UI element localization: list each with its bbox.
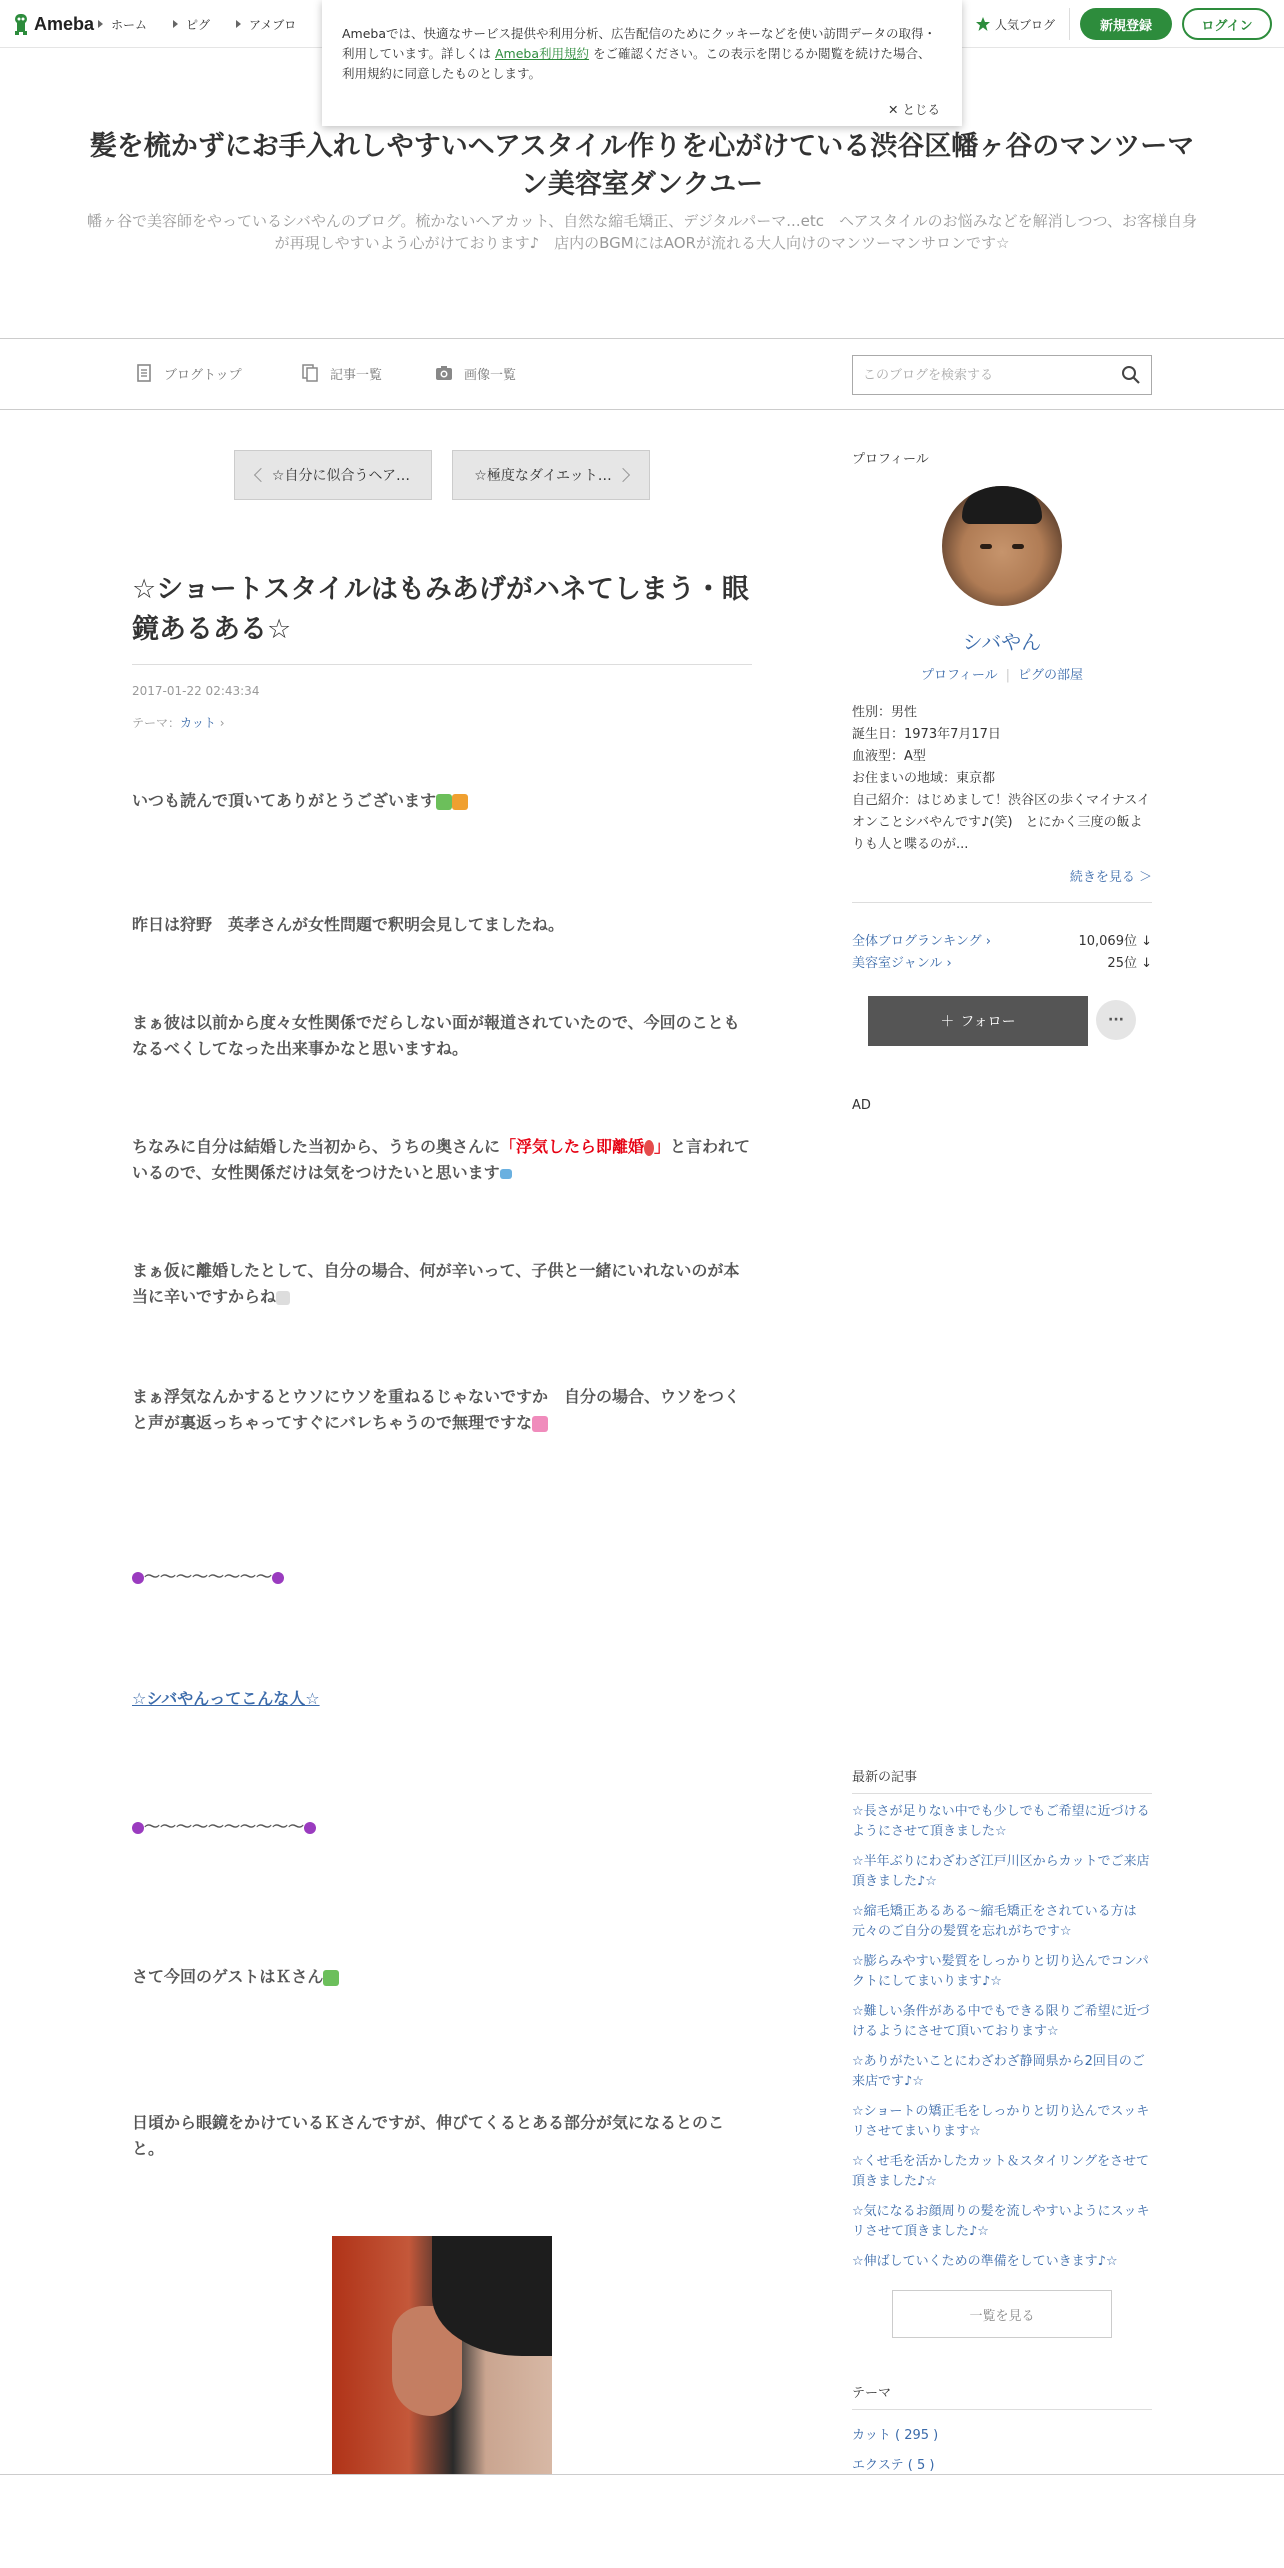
profile-heading: プロフィール bbox=[852, 452, 929, 467]
entry-photo[interactable] bbox=[332, 2236, 552, 2476]
note-emoji-icon bbox=[132, 1822, 144, 1834]
recent-entry-link[interactable]: ☆難しい条件がある中でもできる限りご希望に近づけるようにさせて頂いております☆ bbox=[852, 2004, 1150, 2039]
heart-emoji-icon bbox=[532, 1416, 548, 1432]
divider: | bbox=[1005, 668, 1011, 683]
profile-blood-type: 血液型：A型 bbox=[852, 749, 926, 764]
recent-entry-link[interactable]: ☆膨らみやすい髪質をしっかりと切り込んでコンパクトにしてまいります♪☆ bbox=[852, 1954, 1149, 1989]
exclamation-emoji-icon bbox=[644, 1140, 654, 1156]
theme-link-extension[interactable]: エクステ ( 5 ) bbox=[852, 2458, 935, 2473]
red-emphasis-text: 「浮気したら即離婚 bbox=[500, 1137, 645, 1156]
follow-label: フォロー bbox=[960, 1014, 1016, 1030]
nav-pigg[interactable] bbox=[173, 16, 210, 33]
nav-ameblo[interactable] bbox=[236, 16, 296, 33]
recent-entry-link[interactable]: ☆長さが足りない中でも少しでもご希望に近づけるようにさせて頂きました☆ bbox=[852, 1804, 1150, 1839]
chevron-left-icon bbox=[254, 468, 268, 482]
recent-heading: 最新の記事 bbox=[852, 1766, 1152, 1794]
theme-heading: テーマ bbox=[852, 2382, 1152, 2410]
recent-entry-link[interactable]: ☆半年ぶりにわざわざ江戸川区からカットでご来店頂きました♪☆ bbox=[852, 1854, 1150, 1889]
paragraph bbox=[132, 1134, 752, 1186]
paragraph-text: まぁ浮気なんかするとウソにウソを重ねるじゃないですか 自分の場合、ウソをつくと声が裏返っちゃってすぐにバレちゃうので無理ですな bbox=[132, 1387, 741, 1432]
profile-intro: 自己紹介：はじめまして！渋谷区の歩くマイナスイオンことシバやんです♪(笑) とにかく三度の飯よりも人と喋るのが... bbox=[852, 793, 1150, 852]
prev-entry-button[interactable] bbox=[234, 450, 432, 500]
avatar[interactable] bbox=[942, 486, 1062, 606]
divider bbox=[852, 902, 1152, 903]
cookie-text bbox=[342, 24, 942, 84]
recent-entry-link[interactable]: ☆縮毛矯正あるある〜縮毛矯正をされている方は元々のご自分の髪質を忘れがちです☆ bbox=[852, 1904, 1137, 1939]
chevron-right-icon bbox=[616, 468, 630, 482]
sweat-emoji-icon bbox=[500, 1169, 512, 1179]
ameba-mascot-icon bbox=[12, 12, 30, 36]
triangle-icon bbox=[98, 20, 103, 28]
paragraph-text: まぁ仮に離婚したとして、自分の場合、何が辛いって、子供と一緒にいれないのが本当に辛いですからね bbox=[132, 1261, 740, 1306]
genre-ranking-link[interactable]: 美容室ジャンル › bbox=[852, 956, 952, 971]
theme-link[interactable]: カット bbox=[180, 716, 216, 730]
blog-search-input[interactable] bbox=[863, 368, 1121, 383]
genre-ranking bbox=[852, 952, 1152, 971]
sparkle-emoji-icon bbox=[323, 1970, 339, 1986]
close-label: とじる bbox=[902, 102, 940, 117]
crying-emoji-icon bbox=[276, 1291, 290, 1305]
follow-button[interactable] bbox=[868, 996, 1088, 1046]
avatar-eye bbox=[1012, 544, 1024, 549]
entry-list-link[interactable] bbox=[300, 363, 382, 383]
cookie-banner bbox=[322, 0, 962, 126]
profile-link[interactable]: プロフィール bbox=[920, 668, 998, 683]
decoration-line bbox=[132, 1564, 752, 1590]
recent-entry-link[interactable]: ☆ありがたいことにわざわざ静岡県から2回目のご来店です♪☆ bbox=[852, 2054, 1145, 2089]
copy-icon bbox=[300, 363, 320, 383]
ranking-label: 全体ブログランキング bbox=[852, 934, 982, 949]
popular-label: 人気ブログ bbox=[994, 17, 1055, 32]
global-nav bbox=[98, 0, 296, 48]
blog-nav bbox=[0, 338, 1284, 410]
paragraph: 日頃から眼鏡をかけているＫさんですが、伸びてくるとある部分が気になるとのこと。 bbox=[132, 2113, 725, 2158]
decoration-text: ～～～～～～～～ bbox=[144, 1567, 273, 1586]
login-button[interactable]: ログイン bbox=[1182, 8, 1272, 40]
logo-text: Ameba bbox=[34, 13, 95, 34]
close-icon: ✕ bbox=[888, 101, 899, 117]
face-emoji-icon bbox=[452, 794, 468, 810]
profile-links bbox=[852, 664, 1152, 683]
profile-birthday: 誕生日：1973年7月17日 bbox=[852, 727, 1001, 742]
plus-icon: ＋ bbox=[940, 1014, 955, 1030]
crown-icon bbox=[975, 16, 991, 32]
paragraph bbox=[132, 1964, 752, 1990]
blog-description: 幡ヶ谷で美容師をやっているシバやんのブログ。梳かないヘアカット、自然な縮毛矯正、デジタルパーマ...etc ヘアスタイルのお悩みなどを解消しつつ、お客様自身が再現しやすいよう心がけております♪ 店内のBGMにはAORが流れる大人向けのマンツーマンサロンです☆ bbox=[86, 212, 1198, 252]
theme-label: テーマ： bbox=[132, 716, 181, 730]
cookie-text-after: をご確認ください。この表示を閉じるか閲覧を続けた場合、利用規約に同意したものとします。 bbox=[342, 46, 931, 81]
paragraph: 昨日は狩野 英孝さんが女性問題で釈明会見してましたね。 bbox=[132, 915, 565, 934]
image-list-link[interactable] bbox=[434, 363, 516, 383]
document-icon bbox=[134, 363, 154, 383]
nav-home[interactable] bbox=[98, 16, 147, 33]
triangle-icon bbox=[173, 20, 178, 28]
paragraph bbox=[132, 1686, 752, 1712]
ad-label: AD bbox=[852, 1098, 871, 1113]
cookie-text-before: Amebaでは、快適なサービス提供や利用分析、広告配信のためにクッキーなどを使い訪問データの取得・利用しています。詳しくは bbox=[342, 26, 937, 61]
cookie-close-button[interactable] bbox=[888, 100, 940, 118]
ranking-value: 25位 ↓ bbox=[1107, 956, 1152, 971]
more-menu-button[interactable]: ··· bbox=[1096, 1000, 1136, 1040]
entry-theme: テーマ：カット › bbox=[132, 716, 225, 730]
paragraph: まぁ彼は以前から度々女性関係でだらしない面が報道されていたので、今回のこともなるべくしてなった出来事かなと思いますね。 bbox=[132, 1013, 740, 1058]
profile-location: お住まいの地域：東京都 bbox=[852, 771, 996, 786]
terms-link[interactable]: Ameba利用規約 bbox=[494, 46, 589, 61]
decoration-text: ～～～～～～～～～～ bbox=[144, 1817, 305, 1836]
paragraph-text: ちなみに自分は結婚した当初から、うちの奥さんに bbox=[132, 1137, 501, 1156]
recent-entry-link[interactable]: ☆気になるお顔周りの髪を流しやすいようにスッキリさせて頂きました♪☆ bbox=[852, 2204, 1150, 2239]
about-shibayan-link[interactable]: ☆シバやんってこんな人☆ bbox=[132, 1689, 320, 1708]
blog-top-label: ブログトップ bbox=[164, 367, 242, 383]
pigg-room-link[interactable]: ピグの部屋 bbox=[1018, 668, 1084, 683]
note-emoji-icon bbox=[132, 1572, 144, 1584]
entry-list-label: 記事一覧 bbox=[330, 367, 383, 383]
note-emoji-icon bbox=[304, 1822, 316, 1834]
profile-gender: 性別：男性 bbox=[852, 705, 918, 720]
read-more-link[interactable]: 続きを見る ＞ bbox=[1069, 870, 1152, 885]
recent-entry-link[interactable]: ☆くせ毛を活かしたカット＆スタイリングをさせて頂きました♪☆ bbox=[852, 2154, 1150, 2189]
nav-label: アメブロ bbox=[249, 17, 297, 32]
nav-label: ピグ bbox=[186, 17, 211, 32]
blog-title[interactable]: 髪を梳かずにお手入れしやすいヘアスタイル作りを心がけている渋谷区幡ヶ谷のマンツーマン美容室ダンクユー bbox=[89, 131, 1195, 200]
next-entry-label: ☆極度なダイエット… bbox=[474, 468, 612, 484]
recent-entry-link[interactable]: ☆ショートの矯正毛をしっかりと切り込んでスッキリさせてまいります☆ bbox=[852, 2104, 1150, 2139]
search-icon[interactable] bbox=[1121, 365, 1141, 385]
nav-label: ホーム bbox=[111, 17, 148, 32]
ranking-value: 10,069位 ↓ bbox=[1078, 934, 1152, 949]
sparkle-emoji-icon bbox=[436, 794, 452, 810]
paragraph-text: と言われているので、女性関係だけは気をつけたいと思います bbox=[132, 1137, 751, 1182]
prev-entry-label: ☆自分に似合うヘア… bbox=[271, 468, 411, 484]
bottom-bar bbox=[0, 2474, 1284, 2568]
camera-icon bbox=[434, 363, 454, 383]
image-list-label: 画像一覧 bbox=[464, 367, 517, 383]
paragraph bbox=[132, 1384, 752, 1436]
overall-ranking bbox=[852, 930, 1152, 949]
profile-info bbox=[852, 702, 1152, 856]
ameba-logo[interactable] bbox=[12, 12, 94, 36]
recent-entry-link[interactable]: ☆伸ばしていくための準備をしていきます♪☆ bbox=[852, 2254, 1118, 2269]
avatar-hair bbox=[962, 486, 1042, 524]
header-actions bbox=[975, 8, 1272, 40]
avatar-eye bbox=[980, 544, 992, 549]
paragraph bbox=[132, 788, 752, 814]
theme-link-cut[interactable]: カット ( 295 ) bbox=[852, 2428, 939, 2443]
red-emphasis-text: 」 bbox=[654, 1137, 671, 1156]
popular-blog-link[interactable] bbox=[975, 8, 1070, 40]
paragraph-text: さて今回のゲストはＫさん bbox=[132, 1967, 324, 1986]
entry-title[interactable]: ☆ショートスタイルはもみあげがハネてしまう・眼鏡あるある☆ bbox=[132, 570, 752, 665]
view-all-button[interactable]: 一覧を見る bbox=[892, 2290, 1112, 2338]
next-entry-button[interactable] bbox=[452, 450, 650, 500]
blog-search bbox=[852, 355, 1152, 395]
profile-name[interactable]: シバやん bbox=[962, 630, 1042, 654]
decoration-line bbox=[132, 1814, 752, 1840]
triangle-icon bbox=[236, 20, 241, 28]
ranking-label: 美容室ジャンル bbox=[852, 956, 943, 971]
note-emoji-icon bbox=[272, 1572, 284, 1584]
overall-ranking-link[interactable]: 全体ブログランキング › bbox=[852, 934, 991, 949]
signup-button[interactable]: 新規登録 bbox=[1080, 8, 1172, 40]
paragraph bbox=[132, 1258, 752, 1310]
paragraph-text: いつも読んで頂いてありがとうございます bbox=[132, 791, 437, 810]
blog-top-link[interactable] bbox=[134, 363, 242, 383]
entry-date: 2017-01-22 02:43:34 bbox=[132, 684, 260, 698]
